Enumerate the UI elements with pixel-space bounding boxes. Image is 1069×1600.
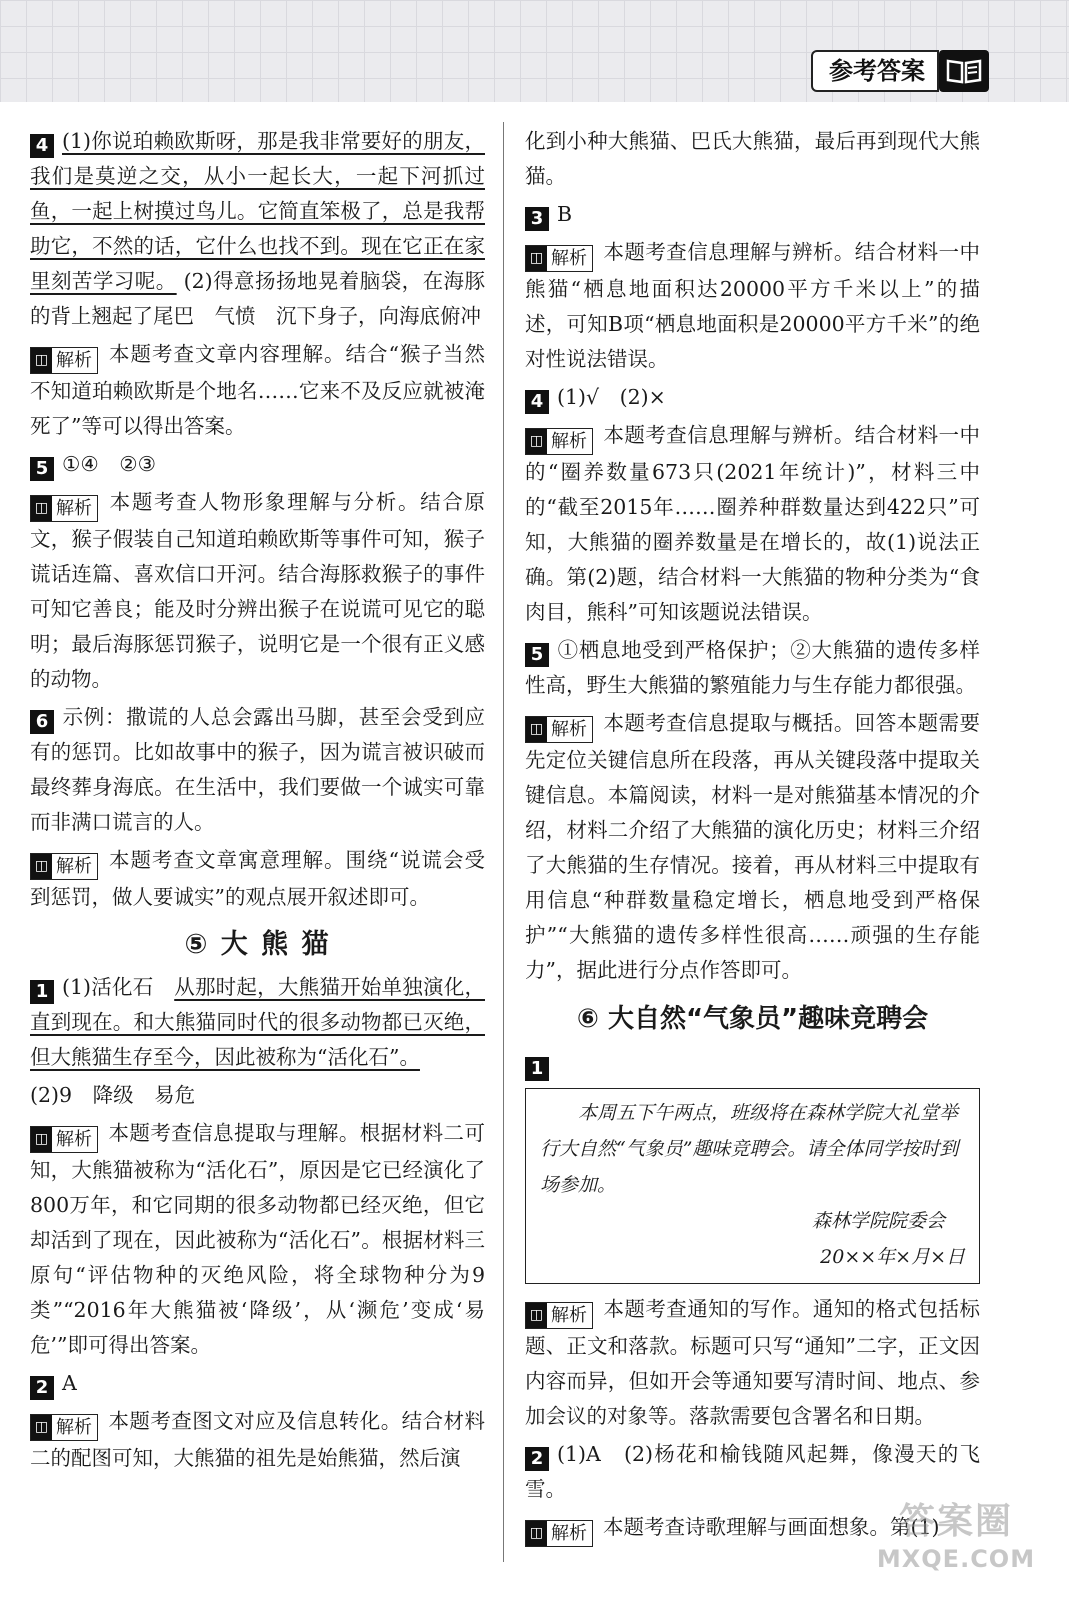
left-column <box>30 124 485 1479</box>
answer-text: ①④ ②③ <box>62 452 157 476</box>
s5-analysis-3 <box>525 235 980 377</box>
s5-answer-4 <box>525 380 980 415</box>
answer-text: B <box>557 202 573 226</box>
analysis-text: 本题考查诗歌理解与画面想象。第(1) <box>603 1515 940 1539</box>
answer-text: (2)得意扬扬地晃着脑袋，在海豚的背上翘起了尾巴 气愤 沉下身子，向海底俯冲 <box>30 269 486 328</box>
answer-text: ①栖息地受到严格保护；②大熊猫的遗传多样性高，野生大熊猫的繁殖能力与生存能力都很强。 <box>525 638 980 697</box>
analysis-text: 本题考查图文对应及信息转化。结合材料二的配图可知，大熊猫的祖先是始熊猫，然后演 <box>30 1409 485 1470</box>
answer-6 <box>30 700 485 840</box>
watermark <box>871 1500 1041 1590</box>
analysis-text: 本题考查信息理解与辨析。结合材料一中熊猫“栖息地面积达20000平方千米以上”的描述，可知B项“栖息地面积是20000平方千米”的绝对性说法错误。 <box>525 240 980 371</box>
analysis-text: 本题考查信息提取与理解。根据材料二可知，大熊猫被称为“活化石”，原因是它已经演化了800万年，和它同期的很多动物都已经灭绝，但它却活到了现在，因此被称为“活化石”。根据材料三原句“评估物种的灭绝风险，将全球物种分为9类”“2016年大熊猫被‘降级’，从‘濒危’变成‘易危’”即可得出答案。 <box>30 1121 485 1357</box>
question-number: 5 <box>30 457 54 481</box>
analysis-badge: ◫ 解析 <box>30 347 98 374</box>
analysis-badge: ◫ 解析 <box>30 853 98 880</box>
right-column <box>525 124 980 1550</box>
analysis-icon: ◫ <box>31 496 52 521</box>
analysis-icon: ◫ <box>526 717 547 742</box>
analysis-icon: ◫ <box>526 1521 547 1546</box>
s5-answer-3 <box>525 197 980 232</box>
s5-answer-1b: (2)9 降级 易危 <box>30 1083 196 1107</box>
question-number: 4 <box>525 390 549 414</box>
question-number: 1 <box>30 980 54 1004</box>
analysis-badge: ◫ 解析 <box>30 1414 98 1441</box>
analysis-text: 本题考查通知的写作。通知的格式包括标题、正文和落款。标题可只写“通知”二字，正文因内容而异，但如开会等通知要写清时间、地点、参加会议的对象等。落款需要包含署名和日期。 <box>525 1297 980 1428</box>
s5-analysis-4 <box>525 418 980 630</box>
column-divider <box>503 122 504 1562</box>
analysis-badge: ◫ 解析 <box>525 1302 593 1329</box>
analysis-icon: ◫ <box>31 1415 52 1440</box>
analysis-text: 本题考查文章寓意理解。围绕“说谎会受到惩罚，做人要诚实”的观点展开叙述即可。 <box>30 848 485 909</box>
analysis-text: 本题考查文章内容理解。结合“猴子当然不知道珀赖欧斯是个地名……它来不及反应就被淹死了”等可以得出答案。 <box>30 342 485 438</box>
header-label: 参考答案 <box>811 50 939 92</box>
analysis-badge: ◫ 解析 <box>525 716 593 743</box>
s5-answer-1 <box>30 970 485 1075</box>
section-title-panda: ⑤ 大 熊 猫 <box>184 929 331 960</box>
analysis-icon: ◫ <box>31 1127 52 1152</box>
s6-answer-2 <box>525 1437 980 1507</box>
analysis-icon: ◫ <box>526 429 547 454</box>
question-number: 6 <box>30 710 54 734</box>
question-number: 2 <box>525 1447 549 1471</box>
analysis-4 <box>30 337 485 444</box>
watermark-line2: MXQE.COM <box>876 1545 1036 1573</box>
watermark-line1: 答案圈 <box>898 1501 1013 1542</box>
s5-analysis-2 <box>30 1404 485 1476</box>
analysis-icon: ◫ <box>31 854 52 879</box>
analysis-badge: ◫ 解析 <box>525 245 593 272</box>
notice-body: 本周五下午两点，班级将在森林学院大礼堂举行大自然“气象员”趣味竞聘会。请全体同学按时到场参加。 <box>540 1102 959 1196</box>
underlined-answer: (1)你说珀赖欧斯呀，那是我非常要好的朋友，我们是莫逆之交，从小一起长大，一起下河抓过鱼，一起上树摸过鸟儿。它简直笨极了，总是我帮助它，不然的话，它什么也找不到。现在它正在家里刻苦学习呢。 <box>30 129 485 293</box>
notice-box <box>525 1088 980 1284</box>
s5-analysis-5 <box>525 706 980 988</box>
analysis-badge: ◫ 解析 <box>525 428 593 455</box>
notice-signature: 森林学院院委会 <box>811 1210 945 1232</box>
section-title-weather: ⑥ 大自然“气象员”趣味竞聘会 <box>576 1004 929 1034</box>
question-number: 1 <box>525 1057 549 1081</box>
analysis-badge: ◫ 解析 <box>30 1126 98 1153</box>
s5-analysis-1 <box>30 1116 485 1363</box>
analysis-6 <box>30 843 485 915</box>
answer-text: (1)A (2)杨花和榆钱随风起舞，像漫天的飞雪。 <box>525 1442 980 1501</box>
question-number: 3 <box>525 207 549 231</box>
analysis-text: 本题考查人物形象理解与分析。结合原文，猴子假装自己知道珀赖欧斯等事件可知，猴子谎话连篇、喜欢信口开河。结合海豚救猴子的事件可知它善良；能及时分辨出猴子在说谎可见它的聪明；最后海豚惩罚猴子，说明它是一个很有正义感的动物。 <box>30 490 485 691</box>
answer-4 <box>30 124 485 334</box>
analysis-icon: ◫ <box>526 246 547 271</box>
s5-answer-2 <box>30 1366 485 1401</box>
continued-text: 化到小种大熊猫、巴氏大熊猫，最后再到现代大熊猫。 <box>525 129 980 188</box>
answer-text: 示例：撒谎的人总会露出马脚，甚至会受到应有的惩罚。比如故事中的猴子，因为谎言被识破而最终葬身海底。在生活中，我们要做一个诚实可靠而非满口谎言的人。 <box>30 705 485 834</box>
question-number: 2 <box>30 1376 54 1400</box>
analysis-badge: ◫ 解析 <box>30 495 98 522</box>
analysis-badge: ◫ 解析 <box>525 1520 593 1547</box>
answer-text: A <box>62 1371 77 1395</box>
notice-date: 20××年×月×日 <box>820 1246 965 1268</box>
underlined-answer: 从那时起，大熊猫开始单独演化，直到现在。和大熊猫同时代的很多动物都已灭绝，但大熊猫生存至今，因此被称为“活化石”。 <box>30 975 485 1069</box>
analysis-text: 本题考查信息理解与辨析。结合材料一中的“圈养数量673只(2021年统计)”，材料三中的“截至2015年……圈养种群数量达到422只”可知，大熊猫的圈养数量是在增长的，故(1)说法正确。第(2)题，结合材料一大熊猫的物种分类为“食肉目，熊科”可知该题说法错误。 <box>525 423 980 624</box>
section-header-tag <box>811 50 989 92</box>
s6-answer-1 <box>525 1047 980 1082</box>
answer-text: (1)√ (2)× <box>557 385 666 409</box>
question-number: 4 <box>30 134 54 158</box>
analysis-text: 本题考查信息提取与概括。回答本题需要先定位关键信息所在段落，再从关键段落中提取关键信息。本篇阅读，材料一是对熊猫基本情况的介绍，材料二介绍了大熊猫的演化历史；材料三介绍了大熊猫的生存情况。接着，再从材料三中提取有用信息“种群数量稳定增长，栖息地受到严格保护”“大熊猫的遗传多样性很高……顽强的生存能力”，据此进行分点作答即可。 <box>525 711 980 982</box>
analysis-icon: ◫ <box>31 348 52 373</box>
s6-analysis-1 <box>525 1292 980 1434</box>
analysis-5 <box>30 485 485 697</box>
question-number: 5 <box>525 643 549 667</box>
s5-answer-5 <box>525 633 980 703</box>
answer-text: (1)活化石 <box>62 975 175 999</box>
analysis-icon: ◫ <box>526 1303 547 1328</box>
open-book-icon <box>939 50 989 92</box>
answer-5 <box>30 447 485 482</box>
